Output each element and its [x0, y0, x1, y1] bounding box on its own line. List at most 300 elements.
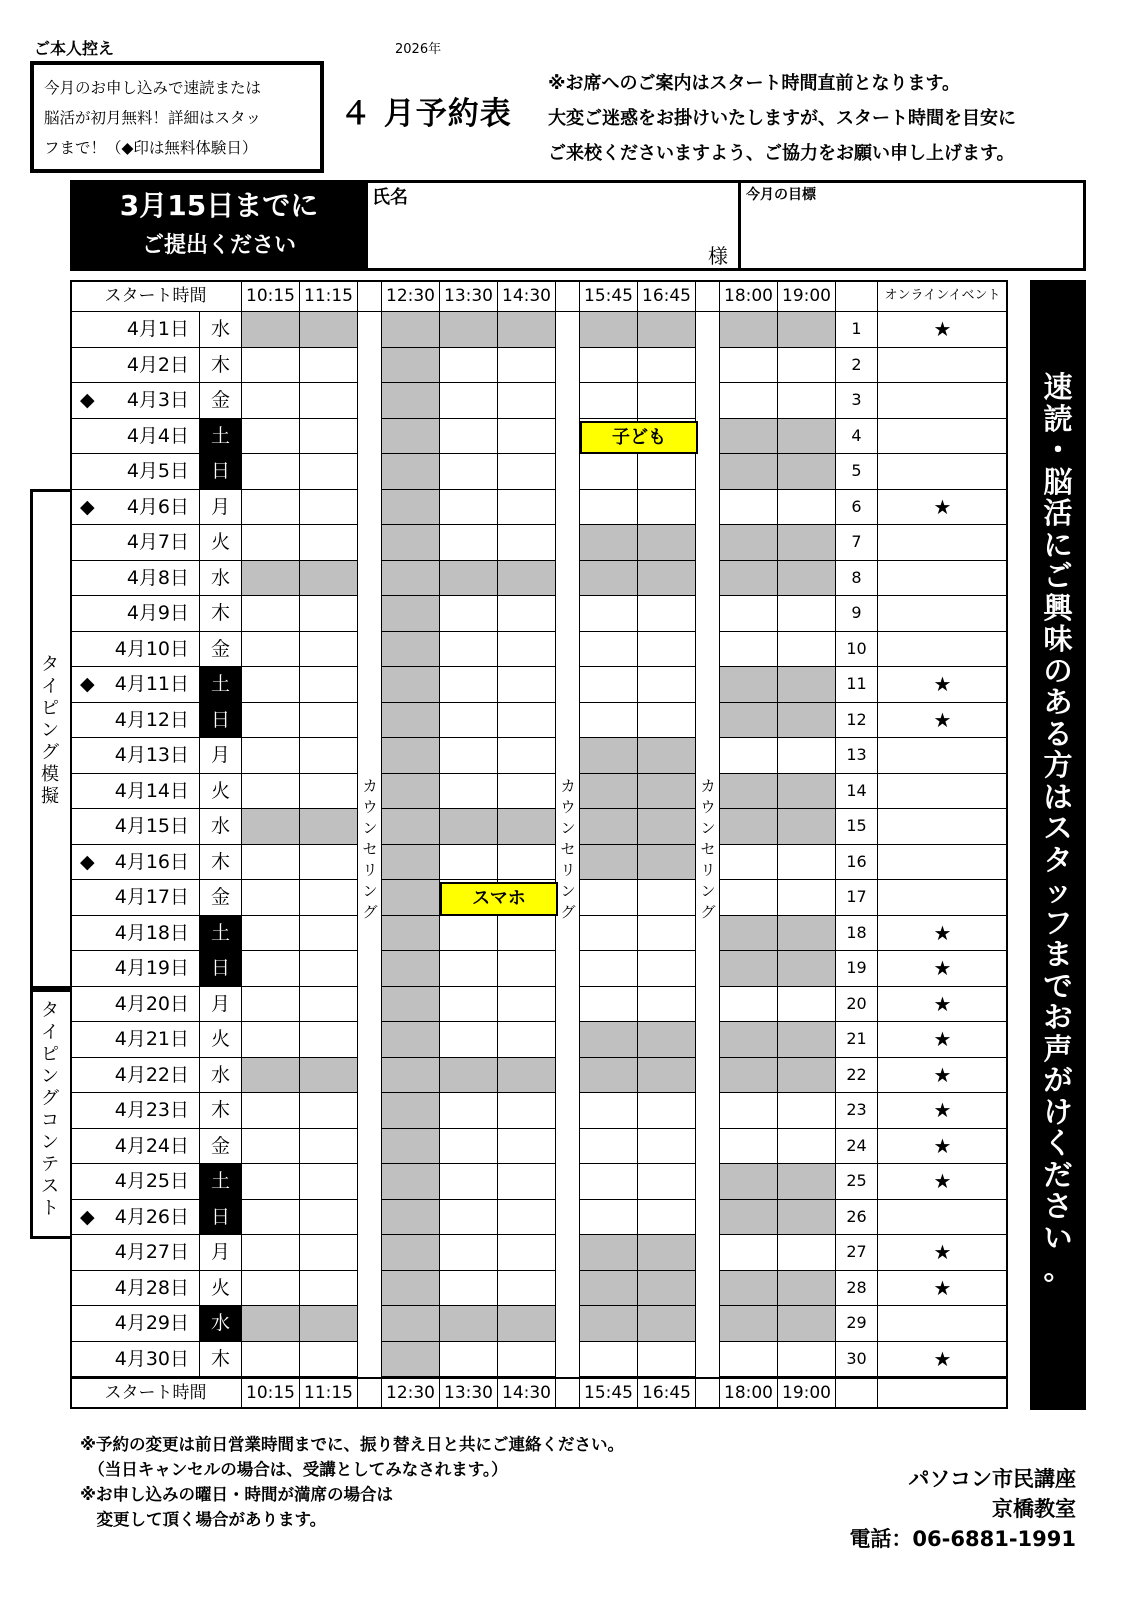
slot-cell[interactable] [638, 987, 696, 1023]
slot-cell[interactable] [778, 1093, 836, 1129]
slot-cell[interactable] [382, 951, 440, 987]
slot-cell[interactable] [242, 738, 300, 774]
slot-cell[interactable] [300, 703, 358, 739]
footer-note: 変更して頂く場合があります。 [80, 1510, 327, 1529]
slot-cell[interactable] [382, 1022, 440, 1058]
slot-cell[interactable] [638, 1093, 696, 1129]
slot-cell[interactable] [300, 596, 358, 632]
slot-cell[interactable] [440, 1235, 498, 1271]
slot-cell[interactable] [382, 454, 440, 490]
slot-cell[interactable] [242, 1022, 300, 1058]
trial-day-marker: ◆ [80, 495, 95, 518]
slot-cell[interactable] [580, 987, 638, 1023]
slot-cell[interactable] [242, 774, 300, 810]
slot-cell[interactable] [440, 348, 498, 384]
slot-cell[interactable] [580, 1129, 638, 1165]
slot-cell[interactable] [382, 1235, 440, 1271]
slot-cell[interactable] [382, 383, 440, 419]
slot-cell[interactable] [242, 1342, 300, 1378]
slot-cell[interactable] [498, 667, 556, 703]
counseling-gap [358, 348, 382, 384]
slot-cell[interactable] [382, 1306, 440, 1342]
slot-cell[interactable] [720, 916, 778, 952]
slot-cell[interactable] [720, 561, 778, 597]
slot-cell[interactable] [382, 774, 440, 810]
slot-cell[interactable] [778, 1200, 836, 1236]
slot-cell[interactable] [300, 525, 358, 561]
slot-cell[interactable] [720, 1235, 778, 1271]
slot-cell[interactable] [638, 596, 696, 632]
slot-cell[interactable] [778, 525, 836, 561]
slot-cell[interactable] [382, 809, 440, 845]
slot-cell[interactable] [638, 1200, 696, 1236]
slot-cell[interactable] [580, 1022, 638, 1058]
slot-cell[interactable] [778, 880, 836, 916]
slot-cell[interactable] [580, 596, 638, 632]
slot-cell[interactable] [778, 809, 836, 845]
slot-cell[interactable] [382, 1093, 440, 1129]
slot-cell[interactable] [778, 774, 836, 810]
slot-cell[interactable] [498, 490, 556, 526]
slot-cell[interactable] [242, 845, 300, 881]
counseling-gap [696, 1306, 720, 1342]
slot-cell[interactable] [498, 987, 556, 1023]
slot-cell[interactable] [778, 1306, 836, 1342]
slot-cell[interactable] [440, 951, 498, 987]
weekday-cell: 月 [200, 1235, 242, 1271]
slot-cell[interactable] [382, 738, 440, 774]
slot-cell[interactable] [300, 632, 358, 668]
slot-cell[interactable] [242, 525, 300, 561]
slot-cell[interactable] [242, 1306, 300, 1342]
slot-cell[interactable] [498, 951, 556, 987]
slot-cell[interactable] [580, 348, 638, 384]
counseling-gap [556, 1306, 580, 1342]
counseling-gap [556, 383, 580, 419]
slot-cell[interactable] [720, 1306, 778, 1342]
slot-cell[interactable] [638, 916, 696, 952]
slot-cell[interactable] [300, 880, 358, 916]
slot-cell[interactable] [638, 383, 696, 419]
slot-cell[interactable] [382, 490, 440, 526]
slot-cell[interactable] [778, 632, 836, 668]
slot-cell[interactable] [580, 1058, 638, 1094]
slot-cell[interactable] [580, 525, 638, 561]
slot-cell[interactable] [580, 1235, 638, 1271]
slot-cell[interactable] [382, 348, 440, 384]
slot-cell[interactable] [720, 1342, 778, 1378]
online-event-cell [878, 1200, 1008, 1236]
slot-cell[interactable] [498, 1306, 556, 1342]
slot-cell[interactable] [720, 312, 778, 348]
slot-cell[interactable] [440, 632, 498, 668]
slot-cell[interactable] [720, 525, 778, 561]
slot-cell[interactable] [300, 383, 358, 419]
slot-cell[interactable] [498, 596, 556, 632]
slot-cell[interactable] [242, 987, 300, 1023]
slot-cell[interactable] [778, 312, 836, 348]
slot-cell[interactable] [720, 880, 778, 916]
slot-cell[interactable] [242, 703, 300, 739]
slot-cell[interactable] [300, 916, 358, 952]
slot-cell[interactable] [638, 738, 696, 774]
weekday-cell: 木 [200, 1342, 242, 1378]
slot-cell[interactable] [382, 1342, 440, 1378]
weekday-cell: 金 [200, 632, 242, 668]
slot-cell[interactable] [440, 1129, 498, 1165]
slot-cell[interactable] [580, 632, 638, 668]
slot-cell[interactable] [440, 419, 498, 455]
slot-cell[interactable] [498, 738, 556, 774]
counseling-gap [556, 490, 580, 526]
slot-cell[interactable] [498, 525, 556, 561]
slot-cell[interactable] [778, 1058, 836, 1094]
slot-cell[interactable] [638, 880, 696, 916]
slot-cell[interactable] [382, 1271, 440, 1307]
weekday-cell: 金 [200, 880, 242, 916]
slot-cell[interactable] [382, 845, 440, 881]
slot-cell[interactable] [300, 667, 358, 703]
slot-cell[interactable] [720, 1271, 778, 1307]
slot-cell[interactable] [242, 383, 300, 419]
slot-cell[interactable] [242, 561, 300, 597]
slot-cell[interactable] [498, 454, 556, 490]
slot-cell[interactable] [440, 845, 498, 881]
date-cell: 4月9日 [70, 596, 200, 632]
time-header: 18:00 [720, 280, 778, 312]
slot-cell[interactable] [778, 1271, 836, 1307]
slot-cell[interactable] [580, 561, 638, 597]
slot-cell[interactable] [382, 1200, 440, 1236]
slot-cell[interactable] [720, 738, 778, 774]
slot-cell[interactable] [498, 1022, 556, 1058]
slot-cell[interactable] [638, 845, 696, 881]
slot-cell[interactable] [778, 987, 836, 1023]
slot-cell[interactable] [638, 1058, 696, 1094]
slot-cell[interactable] [382, 1129, 440, 1165]
slot-cell[interactable] [382, 1058, 440, 1094]
slot-cell[interactable] [242, 880, 300, 916]
slot-cell[interactable] [580, 1271, 638, 1307]
slot-cell[interactable] [440, 1271, 498, 1307]
slot-cell[interactable] [720, 1129, 778, 1165]
slot-cell[interactable] [778, 1022, 836, 1058]
day-number: 13 [836, 738, 878, 774]
slot-cell[interactable] [498, 383, 556, 419]
slot-cell[interactable] [300, 1022, 358, 1058]
slot-cell[interactable] [382, 312, 440, 348]
slot-cell[interactable] [300, 1164, 358, 1200]
slot-cell[interactable] [778, 383, 836, 419]
slot-cell[interactable] [720, 667, 778, 703]
slot-cell[interactable] [440, 1058, 498, 1094]
slot-cell[interactable] [300, 1342, 358, 1378]
slot-cell[interactable] [242, 667, 300, 703]
slot-cell[interactable] [498, 916, 556, 952]
slot-cell[interactable] [638, 490, 696, 526]
slot-cell[interactable] [638, 1129, 696, 1165]
slot-cell[interactable] [720, 632, 778, 668]
slot-cell[interactable] [440, 383, 498, 419]
slot-cell[interactable] [638, 312, 696, 348]
slot-cell[interactable] [440, 1022, 498, 1058]
slot-cell[interactable] [638, 1164, 696, 1200]
slot-cell[interactable] [242, 1200, 300, 1236]
slot-cell[interactable] [300, 348, 358, 384]
slot-cell[interactable] [382, 561, 440, 597]
slot-cell[interactable] [778, 667, 836, 703]
slot-cell[interactable] [440, 738, 498, 774]
slot-cell[interactable] [498, 561, 556, 597]
slot-cell[interactable] [382, 419, 440, 455]
slot-cell[interactable] [300, 1200, 358, 1236]
slot-cell[interactable] [440, 1164, 498, 1200]
slot-cell[interactable] [242, 1235, 300, 1271]
slot-cell[interactable] [498, 1235, 556, 1271]
weekday-cell: 土 [200, 1164, 242, 1200]
slot-cell[interactable] [300, 1058, 358, 1094]
slot-cell[interactable] [638, 1342, 696, 1378]
slot-cell[interactable] [720, 383, 778, 419]
slot-cell[interactable] [382, 987, 440, 1023]
slot-cell[interactable] [498, 348, 556, 384]
date-cell: 4月23日 [70, 1093, 200, 1129]
slot-cell[interactable] [580, 667, 638, 703]
slot-cell[interactable] [242, 1164, 300, 1200]
slot-cell[interactable] [440, 561, 498, 597]
slot-cell[interactable] [300, 312, 358, 348]
date-cell: 4月2日 [70, 348, 200, 384]
slot-cell[interactable] [382, 1164, 440, 1200]
slot-cell[interactable] [778, 1235, 836, 1271]
slot-cell[interactable] [580, 454, 638, 490]
slot-cell[interactable] [440, 596, 498, 632]
weekday-cell: 木 [200, 596, 242, 632]
slot-cell[interactable] [300, 774, 358, 810]
slot-cell[interactable] [580, 809, 638, 845]
slot-cell[interactable] [300, 1129, 358, 1165]
slot-cell[interactable] [498, 774, 556, 810]
slot-cell[interactable] [580, 845, 638, 881]
slot-cell[interactable] [440, 1200, 498, 1236]
slot-cell[interactable] [382, 632, 440, 668]
slot-cell[interactable] [580, 774, 638, 810]
slot-cell[interactable] [498, 845, 556, 881]
slot-cell[interactable] [300, 419, 358, 455]
slot-cell[interactable] [778, 951, 836, 987]
slot-cell[interactable] [382, 596, 440, 632]
slot-cell[interactable] [778, 703, 836, 739]
slot-cell[interactable] [720, 845, 778, 881]
slot-cell[interactable] [580, 312, 638, 348]
slot-cell[interactable] [440, 1306, 498, 1342]
slot-cell[interactable] [242, 454, 300, 490]
slot-cell[interactable] [440, 1342, 498, 1378]
counseling-label: カ ウ ン セ リ ン グ [700, 776, 716, 921]
slot-cell[interactable] [638, 561, 696, 597]
slot-cell[interactable] [580, 703, 638, 739]
slot-cell[interactable] [242, 596, 300, 632]
slot-cell[interactable] [638, 525, 696, 561]
slot-cell[interactable] [300, 561, 358, 597]
slot-cell[interactable] [498, 632, 556, 668]
slot-cell[interactable] [382, 667, 440, 703]
slot-cell[interactable] [778, 561, 836, 597]
slot-cell[interactable] [242, 348, 300, 384]
slot-cell[interactable] [242, 1129, 300, 1165]
counseling-gap [696, 1058, 720, 1094]
time-header-bottom: 14:30 [498, 1377, 556, 1409]
slot-cell[interactable] [242, 951, 300, 987]
slot-cell[interactable] [720, 454, 778, 490]
slot-cell[interactable] [440, 703, 498, 739]
slot-cell[interactable] [580, 490, 638, 526]
slot-cell[interactable] [720, 348, 778, 384]
slot-cell[interactable] [638, 1306, 696, 1342]
slot-cell[interactable] [242, 809, 300, 845]
slot-cell[interactable] [300, 845, 358, 881]
slot-cell[interactable] [242, 1058, 300, 1094]
slot-cell[interactable] [440, 809, 498, 845]
slot-cell[interactable] [720, 419, 778, 455]
slot-cell[interactable] [498, 1164, 556, 1200]
slot-cell[interactable] [778, 348, 836, 384]
slot-cell[interactable] [638, 1235, 696, 1271]
slot-cell[interactable] [720, 596, 778, 632]
slot-cell[interactable] [778, 916, 836, 952]
slot-cell[interactable] [300, 738, 358, 774]
slot-cell[interactable] [440, 525, 498, 561]
time-header-bottom: 13:30 [440, 1377, 498, 1409]
slot-cell[interactable] [440, 454, 498, 490]
slot-cell[interactable] [498, 1058, 556, 1094]
slot-cell[interactable] [720, 987, 778, 1023]
weekday-cell: 金 [200, 1129, 242, 1165]
slot-cell[interactable] [580, 1306, 638, 1342]
slot-cell[interactable] [778, 596, 836, 632]
slot-cell[interactable] [720, 809, 778, 845]
slot-cell[interactable] [638, 703, 696, 739]
slot-cell[interactable] [242, 490, 300, 526]
slot-cell[interactable] [638, 951, 696, 987]
slot-cell[interactable] [300, 490, 358, 526]
slot-cell[interactable] [638, 774, 696, 810]
counseling-gap [358, 951, 382, 987]
slot-cell[interactable] [382, 525, 440, 561]
time-header: 12:30 [382, 280, 440, 312]
date-cell: 4月14日 [70, 774, 200, 810]
slot-cell[interactable] [638, 667, 696, 703]
slot-cell[interactable] [300, 1235, 358, 1271]
slot-cell[interactable] [720, 1022, 778, 1058]
slot-cell[interactable] [242, 1271, 300, 1307]
slot-cell[interactable] [638, 348, 696, 384]
slot-cell[interactable] [498, 1093, 556, 1129]
slot-cell[interactable] [300, 1306, 358, 1342]
slot-cell[interactable] [720, 703, 778, 739]
slot-cell[interactable] [440, 667, 498, 703]
slot-cell[interactable] [778, 490, 836, 526]
typing-mock-label: タ イ ピ ン グ 模 擬 [41, 654, 59, 807]
slot-cell[interactable] [580, 951, 638, 987]
slot-cell[interactable] [300, 987, 358, 1023]
slot-cell[interactable] [720, 774, 778, 810]
slot-cell[interactable] [440, 490, 498, 526]
slot-cell[interactable] [382, 880, 440, 916]
slot-cell[interactable] [498, 1200, 556, 1236]
slot-cell[interactable] [638, 809, 696, 845]
slot-cell[interactable] [778, 419, 836, 455]
weekday-cell: 日 [200, 951, 242, 987]
slot-cell[interactable] [300, 1093, 358, 1129]
slot-cell[interactable] [720, 951, 778, 987]
slot-cell[interactable] [440, 1093, 498, 1129]
slot-cell[interactable] [638, 1022, 696, 1058]
slot-cell[interactable] [498, 1271, 556, 1307]
slot-cell[interactable] [300, 951, 358, 987]
slot-cell[interactable] [242, 312, 300, 348]
slot-cell[interactable] [440, 774, 498, 810]
slot-cell[interactable] [778, 454, 836, 490]
slot-cell[interactable] [498, 1129, 556, 1165]
slot-cell[interactable] [498, 419, 556, 455]
counseling-gap [556, 951, 580, 987]
slot-cell[interactable] [382, 916, 440, 952]
slot-cell[interactable] [300, 454, 358, 490]
slot-cell[interactable] [720, 490, 778, 526]
slot-cell[interactable] [300, 809, 358, 845]
slot-cell[interactable] [498, 312, 556, 348]
slot-cell[interactable] [242, 632, 300, 668]
slot-cell[interactable] [720, 1058, 778, 1094]
slot-cell[interactable] [580, 1200, 638, 1236]
slot-cell[interactable] [580, 880, 638, 916]
slot-cell[interactable] [440, 987, 498, 1023]
slot-cell[interactable] [580, 738, 638, 774]
slot-cell[interactable] [580, 1093, 638, 1129]
slot-cell[interactable] [440, 916, 498, 952]
slot-cell[interactable] [720, 1164, 778, 1200]
slot-cell[interactable] [580, 1164, 638, 1200]
counseling-label: カ ウ ン セ リ ン グ [362, 776, 378, 921]
online-event-cell [878, 596, 1008, 632]
slot-cell[interactable] [242, 1093, 300, 1129]
slot-cell[interactable] [242, 916, 300, 952]
slot-cell[interactable] [440, 312, 498, 348]
slot-cell[interactable] [720, 1093, 778, 1129]
slot-cell[interactable] [382, 703, 440, 739]
slot-cell[interactable] [638, 454, 696, 490]
counseling-gap [556, 1200, 580, 1236]
slot-cell[interactable] [778, 738, 836, 774]
slot-cell[interactable] [720, 1200, 778, 1236]
slot-cell[interactable] [638, 632, 696, 668]
slot-cell[interactable] [778, 1129, 836, 1165]
slot-cell[interactable] [498, 703, 556, 739]
slot-cell[interactable] [778, 1164, 836, 1200]
slot-cell[interactable] [300, 1271, 358, 1307]
slot-cell[interactable] [778, 1342, 836, 1378]
slot-cell[interactable] [498, 809, 556, 845]
slot-cell[interactable] [580, 383, 638, 419]
slot-cell[interactable] [498, 1342, 556, 1378]
slot-cell[interactable] [580, 1342, 638, 1378]
slot-cell[interactable] [638, 1271, 696, 1307]
slot-cell[interactable] [242, 419, 300, 455]
slot-cell[interactable] [778, 845, 836, 881]
slot-cell[interactable] [580, 916, 638, 952]
year: 2026年 [395, 42, 442, 57]
